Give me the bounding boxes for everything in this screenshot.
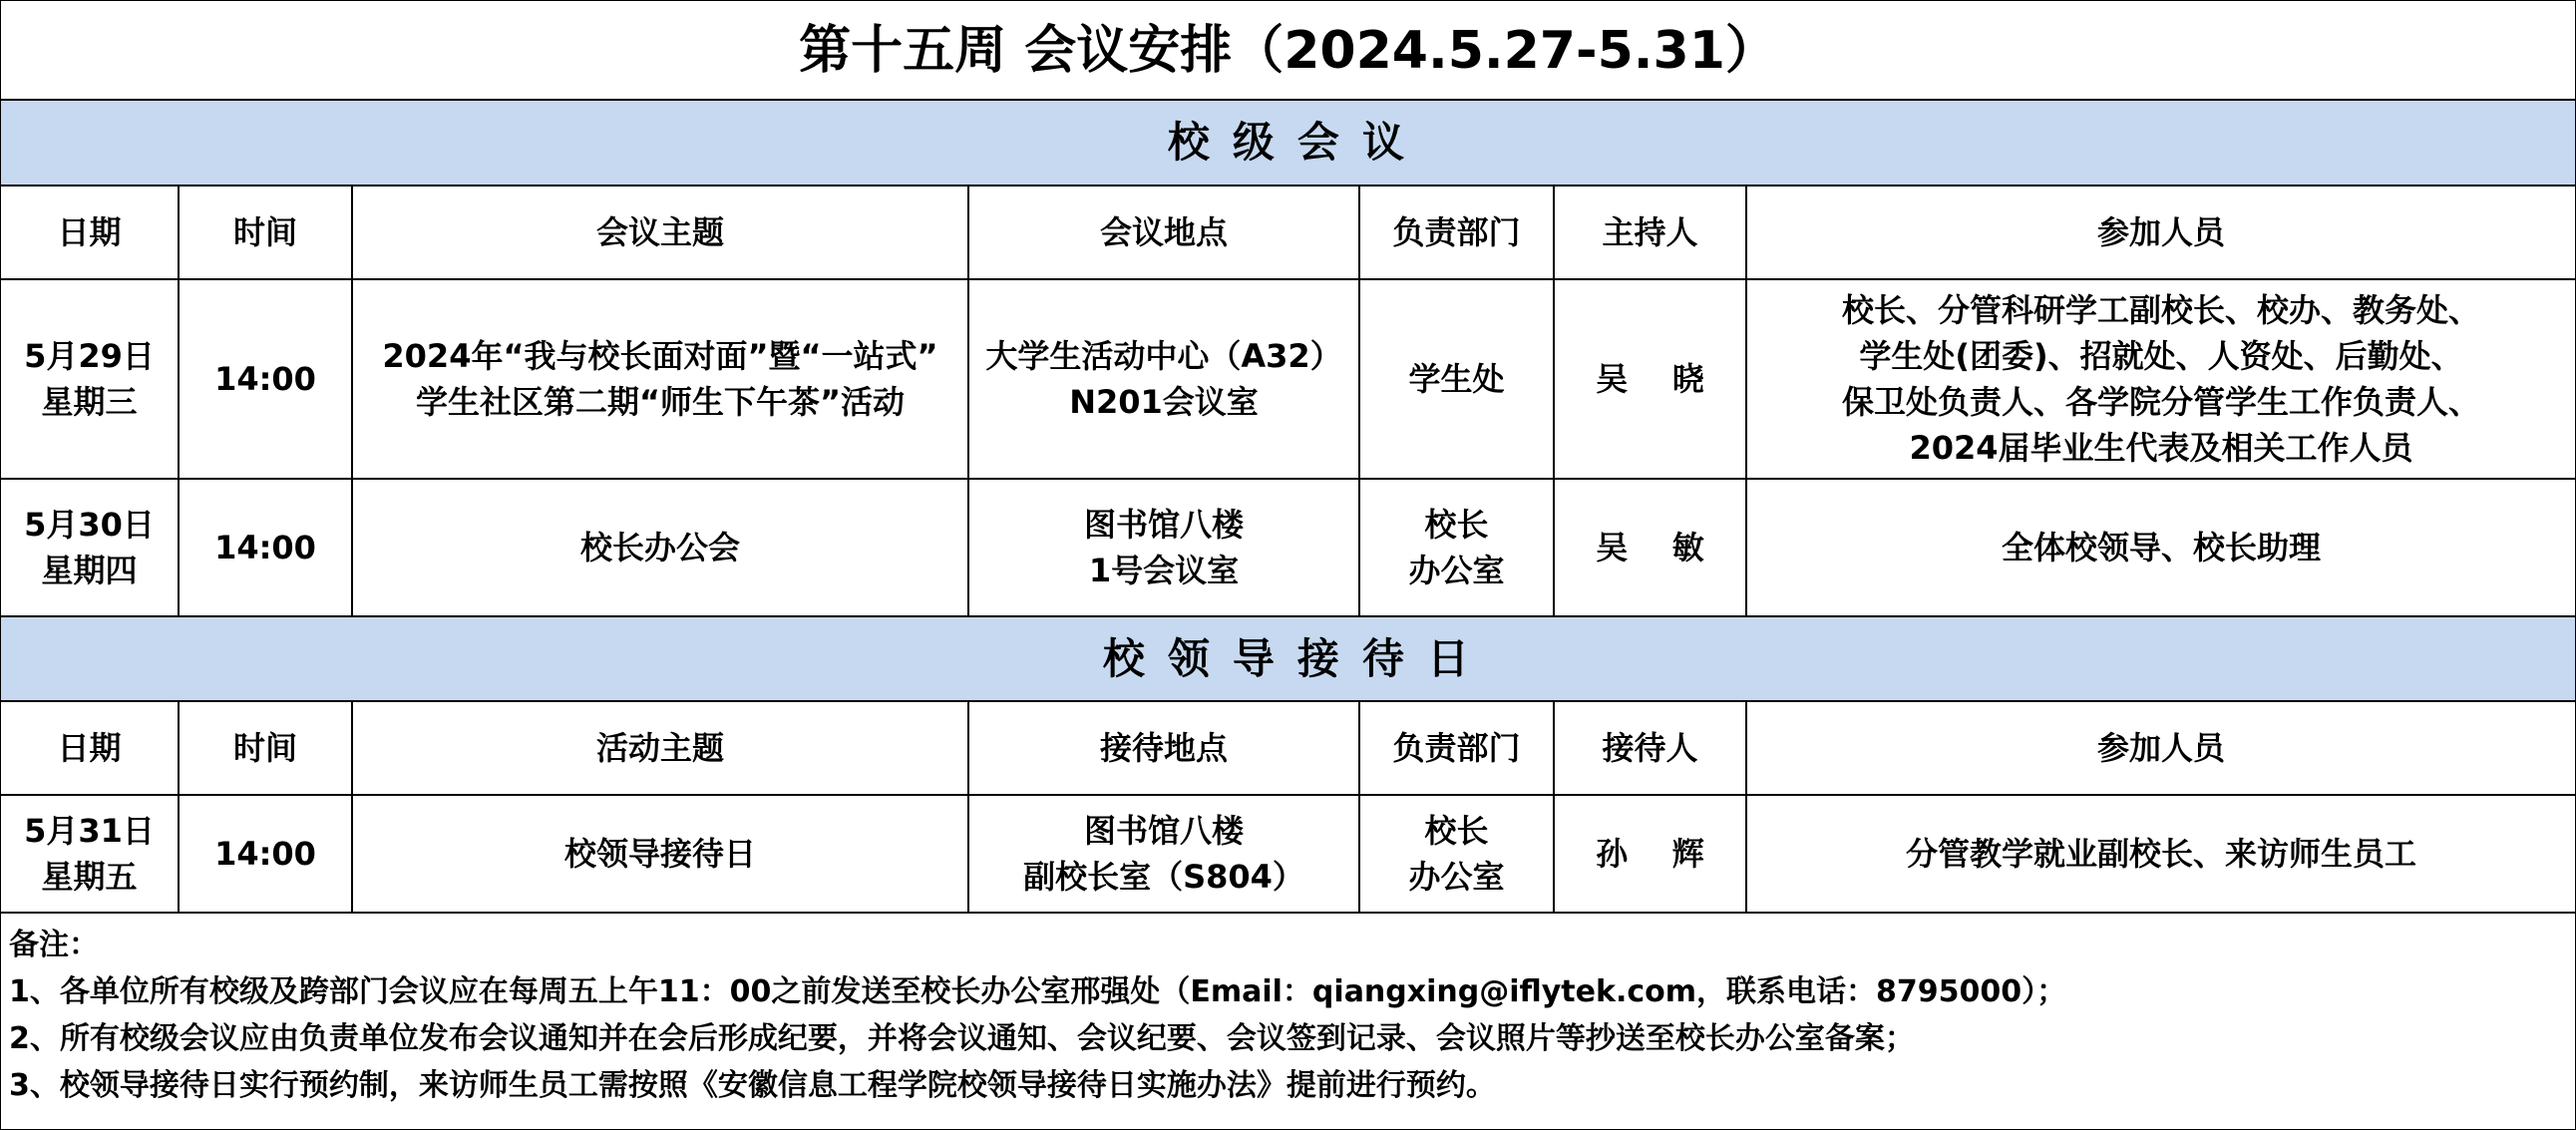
col-header-date: 日期: [1, 186, 179, 279]
host-cell: 吴 晓: [1554, 279, 1746, 479]
col-header-attendees: 参加人员: [1746, 186, 2575, 279]
col-header-place: 会议地点: [968, 186, 1359, 279]
time-cell: 14:00: [179, 795, 352, 913]
col-header-host: 接待人: [1554, 701, 1746, 795]
col-header-attendees: 参加人员: [1746, 701, 2575, 795]
col-header-topic: 会议主题: [352, 186, 968, 279]
notes-section: [1, 914, 2575, 1109]
dept-cell: 学生处: [1359, 279, 1554, 479]
notes-heading: 备注：: [9, 928, 99, 962]
attendees-cell: 校长、分管科研学工副校长、校办、教务处、 学生处(团委)、招就处、人资处、后勤处、 保卫处负责人、各学院分管学生工作负责人、 2024届毕业生代表及相关工作人员: [1746, 279, 2575, 479]
host-cell: 吴 敏: [1554, 479, 1746, 616]
col-header-place: 接待地点: [968, 701, 1359, 795]
section-title: 校 级 会 议: [1, 101, 2575, 186]
col-header-date: 日期: [1, 701, 179, 795]
section-reception-day: [1, 616, 2575, 701]
col-header-dept: 负责部门: [1359, 701, 1554, 795]
place-cell: 图书馆八楼 1号会议室: [968, 479, 1359, 616]
host-cell: 孙 辉: [1554, 795, 1746, 913]
section-school-meetings: [1, 101, 2575, 186]
col-header-time: 时间: [179, 701, 352, 795]
table-row: [1, 279, 2575, 479]
time-cell: 14:00: [179, 479, 352, 616]
dept-cell: 校长 办公室: [1359, 795, 1554, 913]
note-item: 3、校领导接待日实行预约制，来访师生员工需按照《安徽信息工程学院校领导接待日实施办法》提前进行预约。: [9, 1068, 1496, 1103]
page-title: 第十五周 会议安排（2024.5.27-5.31）: [1, 1, 2575, 101]
dept-cell: 校长 办公室: [1359, 479, 1554, 616]
section-title: 校 领 导 接 待 日: [1, 616, 2575, 701]
col-header-host: 主持人: [1554, 186, 1746, 279]
date-cell: 5月29日 星期三: [1, 279, 179, 479]
note-item: 1、各单位所有校级及跨部门会议应在每周五上午11：00之前发送至校长办公室邢强处（Email：qiangxing@iflytek.com，联系电话：8795000）；: [9, 974, 2067, 1009]
reception-header-row: [1, 701, 2575, 795]
place-cell: 图书馆八楼 副校长室（S804）: [968, 795, 1359, 913]
topic-cell: 校领导接待日: [352, 795, 968, 913]
col-header-dept: 负责部门: [1359, 186, 1554, 279]
col-header-time: 时间: [179, 186, 352, 279]
topic-cell: 2024年“我与校长面对面”暨“一站式” 学生社区第二期“师生下午茶”活动: [352, 279, 968, 479]
attendees-cell: 分管教学就业副校长、来访师生员工: [1746, 795, 2575, 913]
table-row: [1, 479, 2575, 616]
note-item: 2、所有校级会议应由负责单位发布会议通知并在会后形成纪要，并将会议通知、会议纪要、会议签到记录、会议照片等抄送至校长办公室备案；: [9, 1021, 1915, 1056]
school-header-row: [1, 186, 2575, 279]
topic-cell: 校长办公会: [352, 479, 968, 616]
table-row: [1, 795, 2575, 913]
date-cell: 5月30日 星期四: [1, 479, 179, 616]
place-cell: 大学生活动中心（A32） N201会议室: [968, 279, 1359, 479]
schedule-table: [1, 101, 2575, 914]
attendees-cell: 全体校领导、校长助理: [1746, 479, 2575, 616]
date-cell: 5月31日 星期五: [1, 795, 179, 913]
time-cell: 14:00: [179, 279, 352, 479]
col-header-topic: 活动主题: [352, 701, 968, 795]
